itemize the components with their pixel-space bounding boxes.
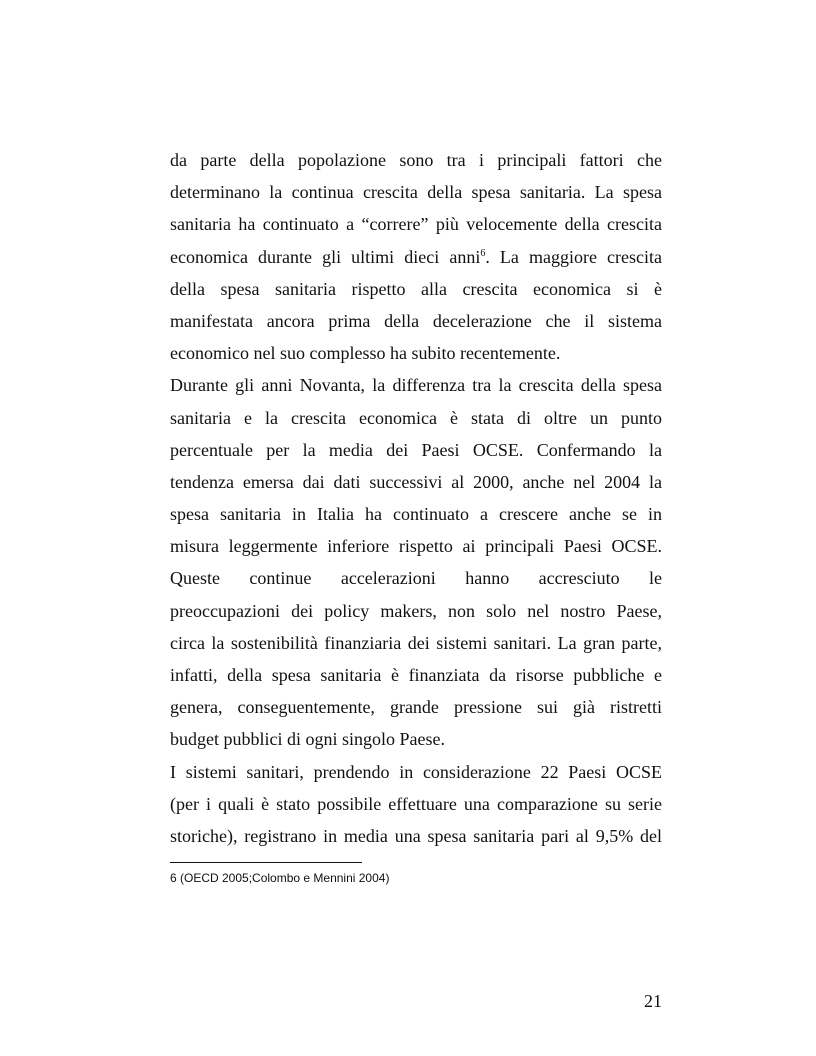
text-line: genera, conseguentemente, grande pressione sui già ristretti <box>170 697 662 718</box>
text-line: Durante gli anni Novanta, la differenza tra la crescita della spesa <box>170 375 662 396</box>
body-text <box>170 144 662 852</box>
text-line: sanitaria ha continuato a “correre” più velocemente della crescita <box>170 214 662 235</box>
text-line: infatti, della spesa sanitaria è finanziata da risorse pubbliche e <box>170 665 662 685</box>
paragraph-2 <box>170 369 662 755</box>
text-line: storiche), registrano in media una spesa sanitaria pari al 9,5% del <box>170 825 662 846</box>
paragraph-1 <box>170 144 662 369</box>
text-line: della spesa sanitaria rispetto alla crescita economica si è <box>170 278 662 299</box>
text-line: I sistemi sanitari, prendendo in considerazione 22 Paesi OCSE <box>170 761 662 782</box>
text-line: budget pubblici di ogni singolo Paese. <box>170 729 445 750</box>
paragraph-3 <box>170 756 662 853</box>
text-line: manifestata ancora prima della decelerazione che il sistema <box>170 310 662 331</box>
text-line: circa la sostenibilità finanziaria dei sistemi sanitari. La gran parte, <box>170 632 662 653</box>
footnote: 6 (OECD 2005;Colombo e Mennini 2004) <box>170 871 390 885</box>
text-line: economico nel suo complesso ha subito recentemente. <box>170 343 561 364</box>
text-segment: . La maggiore crescita <box>485 246 662 267</box>
text-line: percentuale per la media dei Paesi OCSE. Confermando la <box>170 439 662 460</box>
text-segment: economica durante gli ultimi dieci anni <box>170 246 481 267</box>
text-line: determinano la continua crescita della spesa sanitaria. La spesa <box>170 182 662 203</box>
page-number: 21 <box>644 991 662 1011</box>
text-line: (per i quali è stato possibile effettuare una comparazione su serie <box>170 793 662 814</box>
text-line-with-footnote-ref <box>170 241 662 273</box>
text-line: sanitaria e la crescita economica è stata di oltre un punto <box>170 407 662 428</box>
text-line: Queste continue accelerazioni hanno accresciuto le <box>170 568 662 589</box>
text-line: spesa sanitaria in Italia ha continuato a crescere anche se in <box>170 504 662 525</box>
text-line: misura leggermente inferiore rispetto ai principali Paesi OCSE. <box>170 536 662 557</box>
footnote-divider <box>170 862 362 863</box>
footnote-reference: 6 <box>480 247 486 259</box>
text-line: tendenza emersa dai dati successivi al 2000, anche nel 2004 la <box>170 471 662 492</box>
text-line: da parte della popolazione sono tra i principali fattori che <box>170 150 662 170</box>
text-line: preoccupazioni dei policy makers, non solo nel nostro Paese, <box>170 600 662 621</box>
